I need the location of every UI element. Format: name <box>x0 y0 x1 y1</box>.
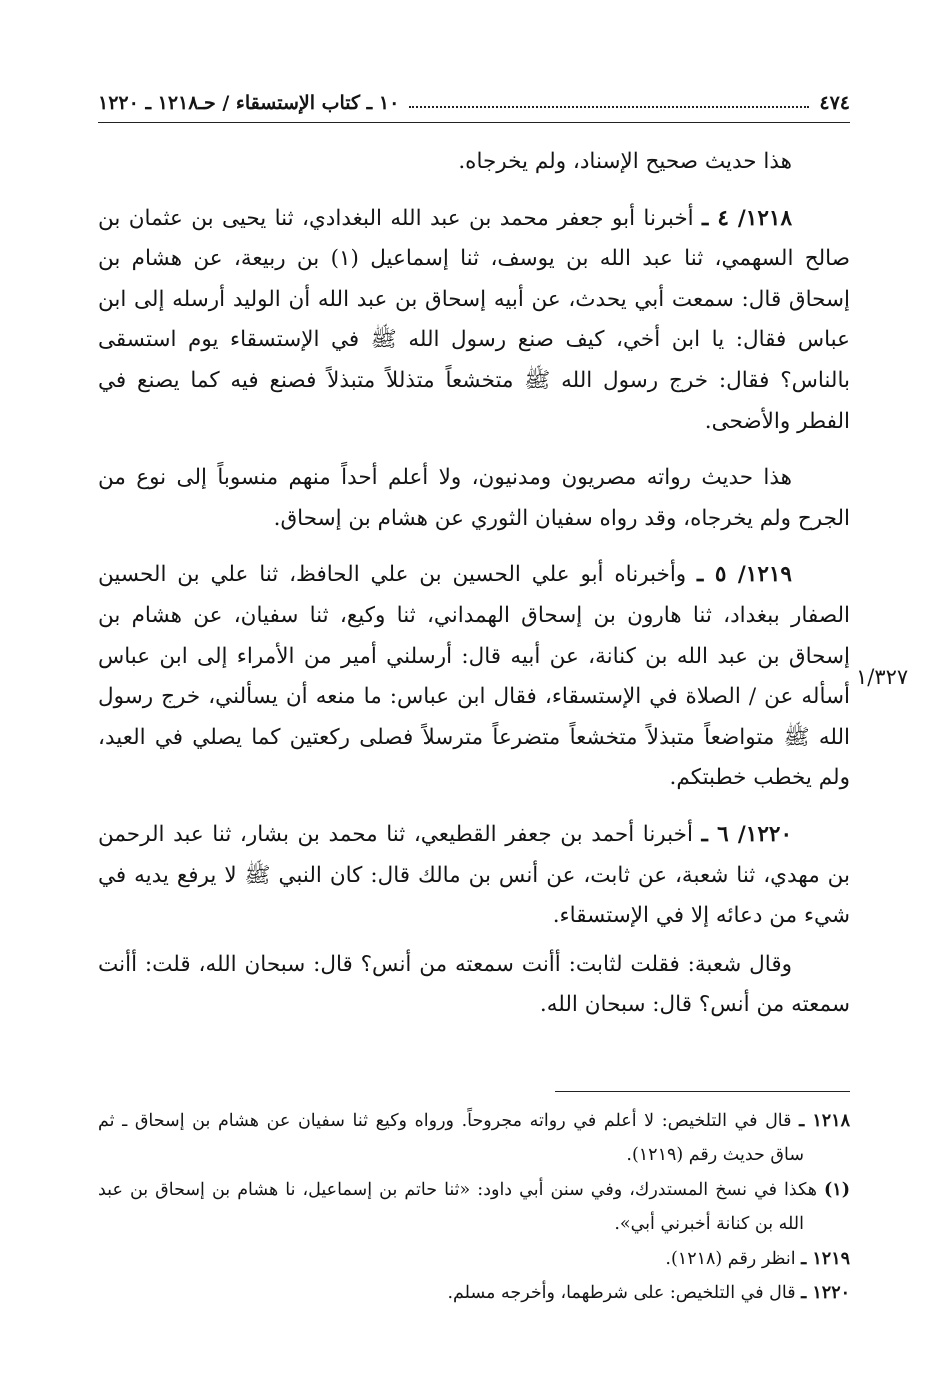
header-rule <box>98 122 850 123</box>
hadith-text: أخبرنا أحمد بن جعفر القطيعي، ثنا محمد بن بشار، ثنا عبد الرحمن بن مهدي، ثنا شعبة، عن ثابت، عن أنس بن مالك قال: كان النبي ﷺ لا يرفع يديه في شيء من دعائه إلا في الإستسقاء. <box>98 821 850 929</box>
hadith-1218 <box>98 199 850 443</box>
margin-reference: ١/٣٢٧ <box>856 665 909 689</box>
leader-dots <box>409 98 809 108</box>
footnote-text: قال في التلخيص: لا أعلم في رواته مجروحاً. ورواه وكيع ثنا سفيان عن هشام بن إسحاق ـ ثم ساق حديث رقم (١٢١٩). <box>98 1111 804 1166</box>
paragraph-closing-remark: هذا حديث صحيح الإسناد، ولم يخرجاه. <box>458 149 792 174</box>
hadith-number: ١٢١٨/ ٤ ـ <box>701 205 792 231</box>
paragraph-shuba: وقال شعبة: فقلت لثابت: أأنت سمعته من أنس؟ قال: سبحان الله، قلت: أأنت سمعته من أنس؟ قال: سبحان الله. <box>98 951 850 1018</box>
footnote-text: قال في التلخيص: على شرطهما، وأخرجه مسلم. <box>447 1283 796 1304</box>
footnote-text: انظر رقم (١٢١٨). <box>665 1248 796 1269</box>
footnote-item <box>98 1173 850 1242</box>
running-title: ١٠ ـ كتاب الإستسقاء / حـ١٢١٨ ـ ١٢٢٠ <box>98 92 400 114</box>
page-number: ٤٧٤ <box>819 92 850 114</box>
footnotes <box>98 1104 850 1310</box>
hadith-number: ١٢١٩/ ٥ ـ <box>697 562 792 588</box>
footnote-rule <box>555 1091 850 1092</box>
footnote-text: هكذا في نسخ المستدرك، وفي سنن أبي داود: «ثنا حاتم بن إسماعيل، نا هشام بن إسحاق بن عبد الله بن كنانة أخبرني أبي». <box>98 1179 817 1235</box>
footnote-label: ١٢٢٠ ـ <box>801 1283 850 1304</box>
footnote-label: ١٢١٩ ـ <box>801 1248 850 1269</box>
hadith-1220 <box>98 815 850 937</box>
hadith-number: ١٢٢٠/ ٦ ـ <box>701 821 792 847</box>
footnote-item <box>98 1276 850 1310</box>
footnote-label: (١) <box>824 1179 850 1200</box>
paragraph-grading: هذا حديث رواته مصريون ومدنيون، ولا أعلم أحداً منهم منسوباً إلى نوع من الجرح ولم يخرجاه، وقد رواه سفيان الثوري عن هشام بن إسحاق. <box>98 465 850 531</box>
hadith-text: أخبرنا أبو جعفر محمد بن عبد الله البغدادي، ثنا يحيى بن عثمان بن صالح السهمي، ثنا عبد الله بن يوسف، ثنا إسماعيل (١) بن ربيعة، عن هشام بن إسحاق قال: سمعت أبي يحدث، عن أبيه إسحاق بن عبد الله أن الوليد أرسله إلى ابن عباس فقال: يا ابن أخي، كيف صنع رسول الله ﷺ في الإستسقاء يوم استسقى بالناس؟ فقال: خرج رسول الله ﷺ متخشعاً متذللاً متبذلاً فصنع فيه كما يصنع في الفطر والأضحى. <box>98 205 850 434</box>
hadith-text: وأخبرناه أبو علي الحسين بن علي الحافظ، ثنا علي بن الحسين الصفار ببغداد، ثنا هارون بن إسحاق الهمداني، ثنا وكيع، ثنا سفيان، عن هشام بن إسحاق بن عبد الله بن كنانة، عن أبيه قال: أرسلني أمير من الأمراء إلى ابن عباس أسأله عن / الصلاة في الإستسقاء، فقال ابن عباس: ما منعه أن يسألني، خرج رسول الله ﷺ متواضعاً متبذلاً متخشعاً متضرعاً مترسلاً فصلى ركعتين كما يصلي في العيد، ولم يخطب خطبتكم. <box>98 562 850 791</box>
footnote-label: ١٢١٨ ـ <box>799 1111 850 1131</box>
running-header <box>98 86 850 120</box>
footnote-item <box>98 1242 850 1276</box>
main-text <box>98 142 850 1026</box>
footnote-item <box>98 1104 850 1173</box>
hadith-1219 <box>98 555 850 799</box>
